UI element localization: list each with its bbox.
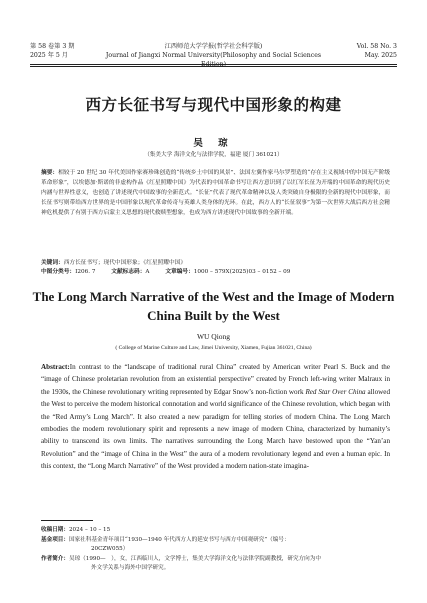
volume-issue: 第 58 卷第 3 期 <box>30 43 75 50</box>
author-bio-cont: 外文学关系与海外中国学研究。 <box>91 565 170 572</box>
footnotes <box>41 526 390 574</box>
author-bio: 作者简介：吴琼（1990— ），女，江西临川人，文学博士，集美大学海洋文化与法律学院副教授，研究方向为中 <box>41 555 321 562</box>
issue-info <box>30 42 74 60</box>
volume-issue-en: Vol. 58 No. 3 <box>356 43 397 50</box>
received-date: 收稿日期：2024 – 10 – 15 <box>41 527 111 533</box>
author-affiliation-cn: （集美大学 海洋文化与法律学院，福建 厦门 361021） <box>144 152 283 158</box>
keywords-text-cn: 西方长征书写；现代中国形象；《红星照耀中国》 <box>63 260 187 266</box>
abstract-label-cn: 摘要： <box>41 170 59 176</box>
issue-date-en: May. 2025 <box>364 52 397 59</box>
article-title-cn: 西方长征书写与现代中国形象的构建 <box>85 95 342 114</box>
abstract-label-en: Abstract: <box>41 363 70 371</box>
journal-header <box>30 42 397 68</box>
keywords-label-cn: 关键词： <box>41 260 64 266</box>
author-name-cn: 吴 琼 <box>193 138 234 149</box>
issue-info-en <box>357 42 397 60</box>
abstract-text-en-2: allowed the West to perceive the modern historical connotation and world significance of the Chinese revolution, which began with the “Red Army’s Long March”. It also created a new paradigm for telling stories of modern China. The Long March embodies the modern revolutionary spirit and represents a new image of modern China, characterized by humanity’s ability to transcend its own limits. The narratives surrounding the Long March have bestowed upon the “Yan’an Revolution” and the “image of China in the West” the aura of a modern revolutionary legend and even a human epic. In this context, the “Long March Narrative” of the West provided a modern nation-state imagina- <box>41 387 390 471</box>
issue-date: 2025 年 5 月 <box>30 52 68 59</box>
abstract-text-en-1: In contrast to the “landscape of traditional rural China” created by American writer Pearl S. Buck and the “image of Chinese proletarian revolution from an existential perspective” created by French left-wing writer Malraux in the 1930s, the Chinese revolutionary writing represented by Edgar Snow’s non-fiction work <box>41 363 390 396</box>
footnote-rule <box>41 520 93 521</box>
document-code: 文献标志码：A <box>111 269 150 275</box>
article-title-en: The Long March Narrative of the West and the Image of Modern China Built by the West <box>32 289 395 323</box>
abstract-text-cn: 相较于 20 世纪 30 年代美国作家赛珍珠创造的“传统乡土中国的风景”、法国左翼作家马尔罗塑造的“存在主义视域中的中国无产阶级革命形象”，以埃德加·斯诺的非虚构作品《红星照耀中国》为代表的中国革命书写让西方意识到了以红军长征为开端的中国革命的现代历史内涵与世界性意义，也创造了讲述现代中国故事的全新范式。“长征”代表了现代革命精神以及人类突破自身极限的全新的现代中国形象，而长征书写则带给西方世界的是中国形象以现代革命传奇与英雄人类身体的光环。在此，西方人的“长征叙事”为第一次世界大战后西方社会精神危机提供了有别于西方启蒙主义思想的现代救赎型想象，也成为西方讲述现代中国故事的全新开端。 <box>41 170 391 217</box>
keywords-cn <box>41 259 390 268</box>
journal-name-en: Journal of Jiangxi Normal University(Philosophy and Social Sciences Edition) <box>105 52 322 68</box>
classification-line <box>41 268 390 277</box>
fund-info: 基金项目：国家社科基金青年项目“1930—1940 年代西方人的延安书写与西方中国观研究”（编号： <box>41 536 290 543</box>
class-number: 中图分类号：I206. 7 <box>41 269 96 275</box>
header-rule-thin <box>30 66 397 67</box>
abstract-cn <box>41 168 390 218</box>
abstract-en <box>41 361 390 473</box>
author-name-en: WU Qiong <box>196 332 231 341</box>
author-affiliation-en: ( College of Marine Culture and Law, Jimei University, Xiamen, Fujian 361021, China) <box>115 345 312 351</box>
header-rule <box>30 64 397 65</box>
article-number: 文章编号：1000 – 579X(2025)03 – 0152 – 09 <box>165 269 291 275</box>
journal-name-cn: 江西师范大学学报(哲学社会科学版) <box>164 43 263 50</box>
fund-info-cont: 20CZW055） <box>91 546 129 553</box>
book-title-italic: Red Star Over China <box>305 387 366 396</box>
